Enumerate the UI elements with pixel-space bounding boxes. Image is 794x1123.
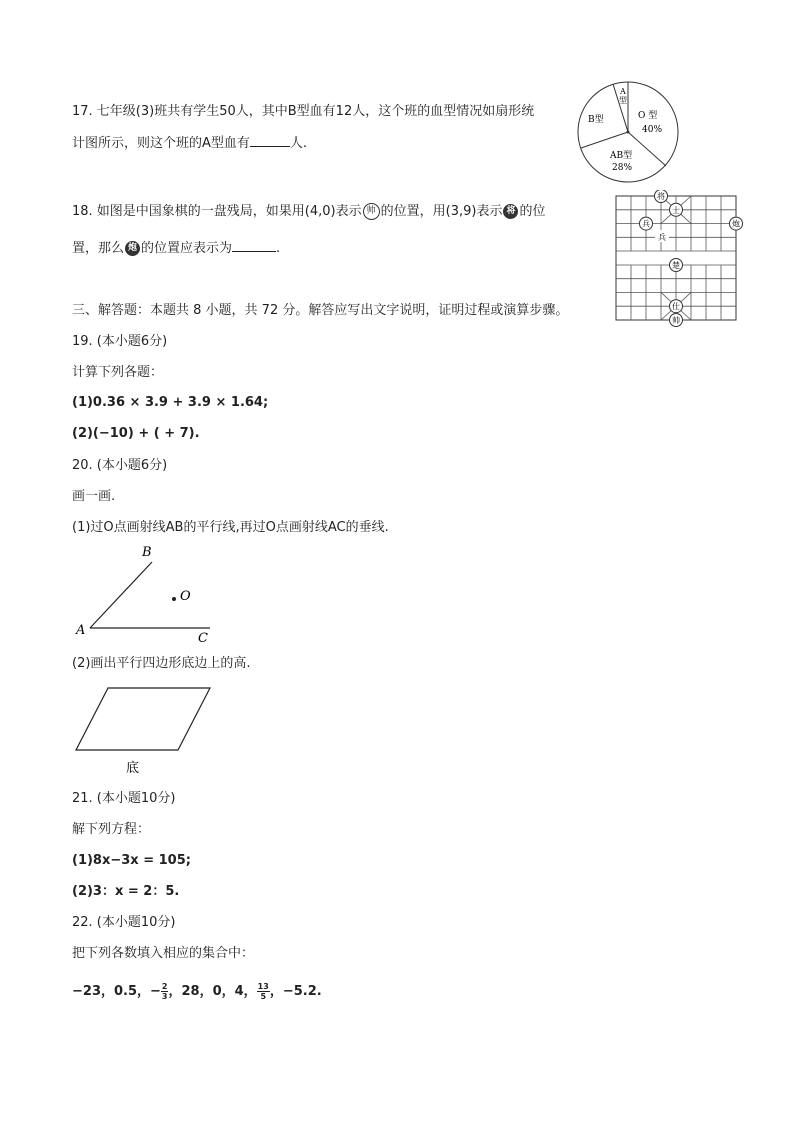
parallelogram [76,688,210,750]
board-bing-label-1: 兵 [642,219,650,229]
board-shi-label-2: 仕 [672,302,680,312]
q19-intro-text: 计算下列各题： [72,365,164,380]
frac1-denominator: 3 [161,992,168,1001]
pie-divider-4 [581,132,628,148]
q19-part-1 [72,394,268,412]
q20-title-text: 20. (本小题6分) [72,458,168,473]
q21-intro-text: 解下列方程： [72,822,151,837]
q17-text-2b: 人. [289,136,308,151]
q20-part-1 [72,519,389,537]
board-shuai-label: 帅 [672,316,680,325]
q20-part-2 [72,655,251,673]
q22-numbers-b: ，28，0，4， [168,984,257,999]
q18-text-1a: 18. 如图是中国象棋的一盘残局，如果用(4,0)表示 [72,204,362,219]
q21-title [72,790,176,808]
q21-part-1-text: (1)8x−3x = 105; [72,853,191,868]
pie-label-a-type: 型 [619,96,627,105]
base-label: 底 [126,761,140,776]
pie-divider-3 [628,132,666,166]
q20-part-1-text: (1)过O点画射线AB的平行线,再过O点画射线AC的垂线. [72,520,389,535]
q17-text-1: 17. 七年级(3)班共有学生50人，其中B型血有12人，这个班的血型情况如扇形统 [72,104,535,119]
board-jiang-label: 将 [657,192,665,201]
q22-numbers [72,982,322,1001]
point-o [172,597,176,601]
q18-text-1b: 的位置，用(3,9)表示 [380,204,503,219]
q20-intro [72,488,115,506]
q18-text-2a: 置，那么 [72,241,125,256]
section-3-heading [72,302,568,320]
q18-line-2 [72,239,280,258]
answer-blank-18[interactable] [232,239,276,252]
blood-type-pie-chart [568,80,688,184]
q22-title-text: 22. (本小题10分) [72,915,176,930]
pie-label-ab: AB型 [610,151,633,161]
pie-center-dot [627,131,630,134]
fraction-13-5 [257,982,270,1001]
q22-numbers-c: ，−5.2. [269,984,322,999]
shuai-piece-icon: 帅 [363,203,380,220]
q19-title-text: 19. (本小题6分) [72,334,168,349]
label-b: B [142,545,152,560]
ray-ab [90,562,152,628]
q17-text-2a: 计图所示，则这个班的A型血有 [72,136,250,151]
section-3-heading-text: 三、解答题：本题共 8 小题，共 72 分。解答应写出文字说明，证明过程或演算步骤。 [72,303,569,318]
q17-line-2 [72,134,307,153]
q17-line-1 [72,103,534,121]
pie-label-b: B型 [588,115,604,125]
q19-title [72,333,167,351]
q18-text-2c: . [276,241,281,256]
q21-part-2-text: (2)3：x = 2：5. [72,884,180,899]
frac1-numerator: 2 [161,982,168,991]
pie-label-ab-pct: 28% [612,163,633,173]
q18-text-1c: 的位 [519,204,546,219]
pie-label-o-pct: 40% [642,125,663,135]
q18-line-1 [72,203,545,221]
q20-title [72,457,167,475]
q22-intro [72,945,254,963]
q19-part-1-text: (1)0.36 × 3.9 + 3.9 × 1.64; [72,395,269,410]
pie-label-a: A [620,87,626,96]
q19-intro [72,364,163,382]
q18-text-2b: 的位置应表示为 [141,241,233,256]
q21-part-2 [72,883,179,901]
label-c: C [198,631,208,646]
q20-part-2-text: (2)画出平行四边形底边上的高. [72,656,251,671]
parallelogram-figure [70,682,220,776]
frac2-numerator: 13 [257,982,269,991]
answer-blank-17[interactable] [250,134,290,147]
board-bing-label-2: 兵 [658,233,666,242]
pie-label-o: O 型 [638,111,658,121]
board-pao-label: 炮 [732,219,740,229]
jiang-piece-icon: 将 [503,204,518,219]
q19-part-2-text: (2)(−10) + ( + 7). [72,426,200,441]
q21-intro [72,821,150,839]
frac2-denominator: 5 [260,992,267,1001]
q19-part-2 [72,425,200,443]
pao-piece-icon: 炮 [125,241,140,256]
label-a: A [76,623,86,638]
q21-part-1 [72,852,191,870]
q21-title-text: 21. (本小题10分) [72,791,176,806]
board-river-label: 楚 [672,261,680,270]
q20-intro-text: 画一画. [72,489,116,504]
q22-title [72,914,176,932]
ray-figure [70,542,230,646]
q22-numbers-a: −23，0.5，− [72,984,161,999]
q22-intro-text: 把下列各数填入相应的集合中： [72,946,255,961]
xiangqi-board [612,190,744,330]
board-shi-label: 士 [672,205,680,215]
label-o: O [180,589,191,604]
